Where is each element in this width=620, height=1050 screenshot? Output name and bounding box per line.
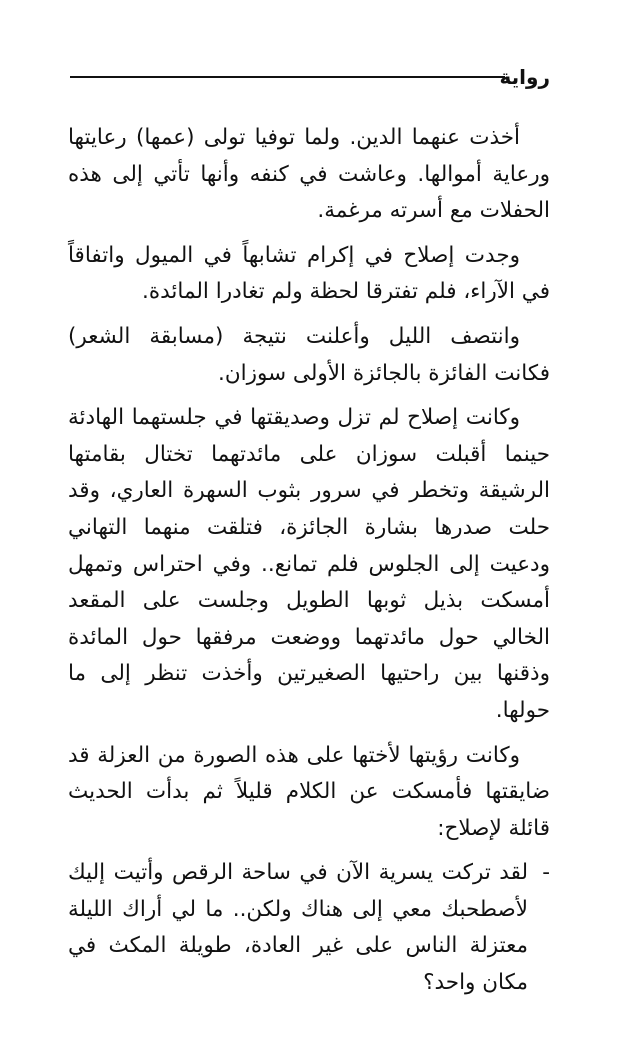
running-header [70,62,550,92]
paragraph: وجدت إصلاح في إكرام تشابهاً في الميول واتفاقاً في الآراء، فلم تفترقا لحظة ولم تغادرا المائدة. [68,242,550,305]
dialogue-paragraph [68,855,550,1001]
header-label: رواية [499,65,550,89]
paragraph: وكانت إصلاح لم تزل وصديقتها في جلستهما الهادئة حينما أقبلت سوزان على مائدتهما تختال بقامتها الرشيقة وتخطر في سرور بثوب السهرة العاري، وقد حلت صدرها بشارة الجائزة، فتلقت منهما التهاني ودعيت إلى الجلوس فلم تمانع.. وفي احتراس وتمهل أمسكت بذيل ثوبها الطويل وجلست على المقعد الخالي حول مائدتهما ووضعت مرفقها حول المائدة وذقنها بين راحتيها الصغيرتين وأخذت تنظر إلى ما حولها. [68,405,550,723]
page-body [68,120,550,1010]
paragraph: أخذت عنهما الدين. ولما توفيا تولى (عمها) رعايتها ورعاية أموالها. وعاشت في كنفه وأنها تأتي إلى هذه الحفلات مع أسرته مرغمة. [68,125,550,224]
dialogue-dash: - [542,860,550,886]
paragraph: وانتصف الليل وأعلنت نتيجة (مسابقة الشعر) فكانت الفائزة بالجائزة الأولى سوزان. [68,323,550,386]
dialogue-text: لقد تركت يسرية الآن في ساحة الرقص وأتيت إليك لأصطحبك معي إلى هناك ولكن.. ما لي أراك الليلة معتزلة الناس على غير العادة، طويلة المكث في مكان واحد؟ [68,860,528,996]
header-rule [70,76,505,78]
paragraph: وكانت رؤيتها لأختها على هذه الصورة من العزلة قد ضايقتها فأمسكت عن الكلام قليلاً ثم بدأت الحديث قائلة لإصلاح: [68,742,550,841]
